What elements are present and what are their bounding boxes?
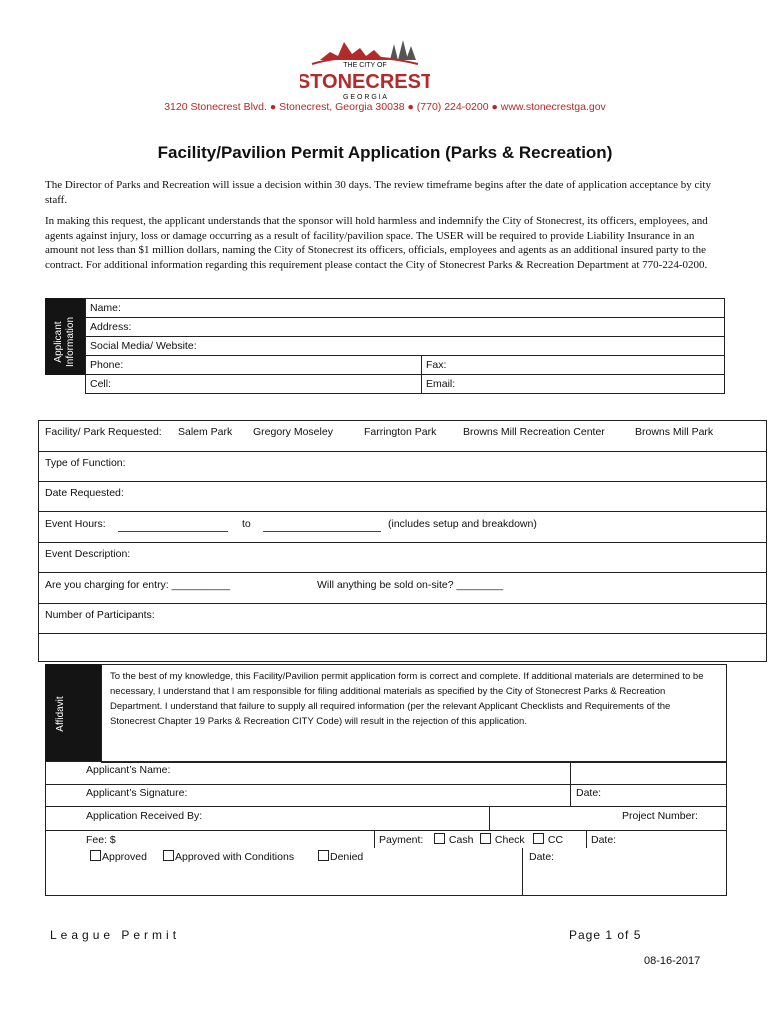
contact-line: 3120 Stonecrest Blvd. ● Stonecrest, Georgia 30038 ● (770) 224-0200 ● www.stonecrestga.gov bbox=[164, 101, 606, 113]
applicant-side-label-2: Information bbox=[65, 316, 76, 368]
payment-date-field[interactable]: Date: bbox=[591, 834, 617, 846]
affidavit-box bbox=[101, 664, 727, 763]
footer-date: 08-16-2017 bbox=[644, 955, 701, 967]
denied-label: Denied bbox=[330, 851, 364, 863]
address-field[interactable]: Address: bbox=[86, 318, 725, 337]
footer-page: Page 1 of 5 bbox=[569, 928, 642, 942]
email-field[interactable]: Email: bbox=[422, 375, 725, 394]
facility-section bbox=[38, 420, 767, 662]
applicant-sidebar bbox=[45, 298, 85, 375]
event-hours-label: Event Hours: bbox=[45, 518, 106, 530]
phone-field[interactable]: Phone: bbox=[86, 356, 422, 375]
page-title: Facility/Pavilion Permit Application (Parks & Recreation) bbox=[157, 143, 613, 162]
park-option-gregory-moseley[interactable]: Gregory Moseley bbox=[253, 426, 333, 438]
participants-field[interactable]: Number of Participants: bbox=[45, 609, 155, 621]
approved-conditions-label: Approved with Conditions bbox=[175, 851, 295, 863]
approved-conditions-option[interactable] bbox=[163, 850, 294, 863]
approved-option[interactable] bbox=[90, 850, 147, 863]
check-option[interactable] bbox=[480, 833, 525, 846]
logo-top-text: THE CITY OF bbox=[343, 62, 387, 69]
signature-section bbox=[45, 761, 727, 896]
city-logo bbox=[300, 30, 430, 102]
footer-title: League Permit bbox=[50, 928, 181, 942]
event-hours-end-field[interactable] bbox=[263, 531, 381, 532]
cc-checkbox-icon[interactable] bbox=[533, 833, 544, 844]
name-field[interactable]: Name: bbox=[86, 299, 725, 318]
applicant-table bbox=[85, 298, 725, 394]
decision-date-field[interactable]: Date: bbox=[529, 851, 555, 863]
payment-label: Payment: bbox=[379, 834, 424, 846]
affidavit-sidebar bbox=[45, 664, 101, 762]
approved-conditions-checkbox-icon[interactable] bbox=[163, 850, 174, 861]
project-number-field[interactable]: Project Number: bbox=[622, 810, 698, 822]
cash-label: Cash bbox=[448, 834, 474, 846]
fax-field[interactable]: Fax: bbox=[422, 356, 725, 375]
park-option-salem[interactable]: Salem Park bbox=[178, 426, 233, 438]
facility-requested-label: Facility/ Park Requested: bbox=[45, 426, 162, 438]
applicant-name-field[interactable]: Applicant’s Name: bbox=[86, 764, 171, 776]
charging-entry-field[interactable]: Are you charging for entry: __________ bbox=[45, 579, 231, 591]
intro-paragraph: The Director of Parks and Recreation will issue a decision within 30 days. The review timeframe begins after the date of application acceptance by city staff. bbox=[45, 179, 711, 206]
approved-label: Approved bbox=[102, 851, 147, 863]
park-option-browns-mill-rec[interactable]: Browns Mill Recreation Center bbox=[463, 426, 605, 438]
cash-option[interactable] bbox=[434, 833, 473, 846]
date-requested-field[interactable]: Date Requested: bbox=[45, 487, 124, 499]
applicant-signature-field[interactable]: Applicant’s Signature: bbox=[86, 787, 188, 799]
sold-onsite-field[interactable]: Will anything be sold on-site? ________ bbox=[317, 579, 504, 591]
check-label: Check bbox=[494, 834, 525, 846]
setup-breakdown-note: (includes setup and breakdown) bbox=[388, 518, 537, 530]
type-of-function-field[interactable]: Type of Function: bbox=[45, 457, 126, 469]
event-description-field[interactable]: Event Description: bbox=[45, 548, 131, 560]
cell-field[interactable]: Cell: bbox=[86, 375, 422, 394]
park-option-browns-mill-park[interactable]: Browns Mill Park bbox=[635, 426, 714, 438]
event-hours-start-field[interactable] bbox=[118, 531, 228, 532]
affidavit-side-label: Affidavit bbox=[55, 696, 66, 732]
logo-main-text: STONECREST bbox=[300, 71, 430, 93]
to-label: to bbox=[242, 518, 251, 530]
denied-option[interactable] bbox=[318, 850, 363, 863]
cc-label: CC bbox=[547, 834, 564, 846]
approved-checkbox-icon[interactable] bbox=[90, 850, 101, 861]
signature-date-field[interactable]: Date: bbox=[576, 787, 602, 799]
indemnity-paragraph: In making this request, the applicant understands that the sponsor will hold harmless and indemnify the City of Stonecrest, its officers, employees, and agents against injury, loss or damage occurring as a result of facility/pavilion space. The USER will be required to provide Liability Insurance in an amount not less than $1 million dollars, naming the City of Stonecrest its officers, officials, employees and agents as an additional insured party to the contract. For additional information regarding this requirement please contact the City of Stonecrest Parks & Recreation Department at 770-224-0200. bbox=[45, 215, 708, 271]
fee-field[interactable]: Fee: $ bbox=[86, 834, 116, 846]
denied-checkbox-icon[interactable] bbox=[318, 850, 329, 861]
check-checkbox-icon[interactable] bbox=[480, 833, 491, 844]
cash-checkbox-icon[interactable] bbox=[434, 833, 445, 844]
park-option-farrington[interactable]: Farrington Park bbox=[364, 426, 437, 438]
applicant-side-label-1: Applicant bbox=[53, 321, 64, 363]
social-field[interactable]: Social Media/ Website: bbox=[86, 337, 725, 356]
logo-sub-text: G E O R G I A bbox=[343, 94, 387, 101]
affidavit-text: To the best of my knowledge, this Facility/Pavilion permit application form is correct and complete. If additional materials are determined to be necessary, I understand that I am responsible for filing additional materials as specified by the City of Stonecrest Parks & Recreation Department. I understand that failure to supply all required information (per the relevant Applicant Checklists and Requirements of the Stonecrest Chapter 19 Parks & Recreation CITY Code) will result in the rejection of this application. bbox=[110, 671, 704, 727]
cc-option[interactable] bbox=[533, 833, 563, 846]
received-by-field[interactable]: Application Received By: bbox=[86, 810, 203, 822]
